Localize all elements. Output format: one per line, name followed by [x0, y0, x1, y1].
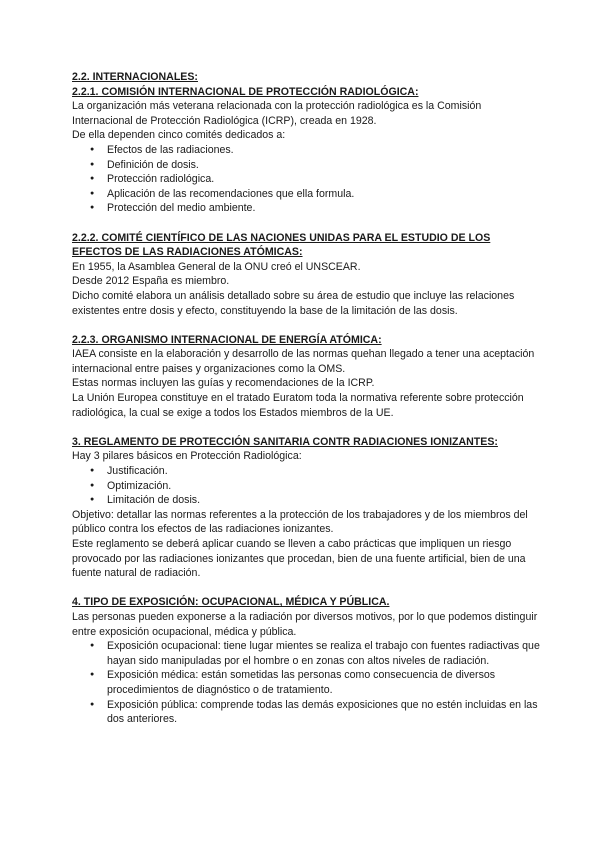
spacer	[72, 581, 542, 596]
paragraph: Dicho comité elabora un análisis detallado sobre su área de estudio que incluye las relaciones existentes entre dosis y efecto, constituyendo la base de la limitación de las dosis.	[72, 289, 515, 317]
list-item: ● Exposición pública: comprende todas las demás exposiciones que no estén incluidas en las dos anteriores.	[107, 698, 542, 727]
paragraph: En 1955, la Asamblea General de la ONU creó el UNSCEAR.	[72, 260, 361, 273]
paragraph: Estas normas incluyen las guías y recomendaciones de la ICRP.	[72, 377, 375, 390]
list-item: ● Definición de dosis.	[107, 158, 542, 173]
section-heading-2-2-1: 2.2.1. COMISIÓN INTERNACIONAL DE PROTECCIÓN RADIOLÓGICA:	[72, 85, 419, 98]
paragraph: De ella dependen cinco comités dedicados a:	[72, 129, 286, 142]
list-item: ● Protección radiológica.	[107, 172, 542, 187]
section-heading-4: 4. TIPO DE EXPOSICIÓN: OCUPACIONAL, MÉDICA Y PÚBLICA.	[72, 596, 390, 609]
section-heading-2-2: 2.2. INTERNACIONALES:	[72, 71, 198, 83]
pillars-list	[72, 464, 542, 508]
committee-list	[72, 143, 542, 216]
exposure-list	[72, 639, 542, 727]
section-heading-2-2-3: 2.2.3. ORGANISMO INTERNACIONAL DE ENERGÍA ATÓMICA:	[72, 333, 382, 346]
document-page	[72, 70, 542, 727]
paragraph: Este reglamento se deberá aplicar cuando se lleven a cabo prácticas que impliquen un riesgo provocado por las radiaciones ionizantes que procedan, bien de una fuente artificial, bien de una fuente natural de radiación.	[72, 538, 526, 580]
paragraph: Hay 3 pilares básicos en Protección Radiológica:	[72, 450, 302, 463]
section-heading-2-2-2: 2.2.2. COMITÉ CIENTÍFICO DE LAS NACIONES UNIDAS PARA EL ESTUDIO DE LOS EFECTOS DE LAS RADIACIONES ATÓMICAS:	[72, 231, 491, 259]
paragraph: La Unión Europea constituye en el tratado Euratom toda la normativa referente sobre protección radiológica, la cual se exige a todos los Estados miembros de la UE.	[72, 392, 524, 419]
list-item: ● Justificación.	[107, 464, 542, 479]
list-item: ● Aplicación de las recomendaciones que ella formula.	[107, 187, 542, 202]
spacer	[72, 318, 542, 333]
paragraph: La organización más veterana relacionada con la protección radiológica es la Comisión Internacional de Protección Radiológica (ICRP), creada en 1928.	[72, 100, 482, 127]
paragraph: IAEA consiste en la elaboración y desarrollo de las normas quehan llegado a tener una aceptación internacional entre paises y organizaciones como la OMS.	[72, 348, 535, 375]
section-heading-3: 3. REGLAMENTO DE PROTECCIÓN SANITARIA CONTR RADIACIONES IONIZANTES:	[72, 435, 498, 448]
paragraph: Desde 2012 España es miembro.	[72, 275, 230, 288]
list-item: ● Protección del medio ambiente.	[107, 201, 542, 216]
spacer	[72, 420, 542, 435]
list-item: ● Limitación de dosis.	[107, 493, 542, 508]
list-item: ● Exposición ocupacional: tiene lugar mientes se realiza el trabajo con fuentes radiactivas que hayan sido manipuladas por el hombre o en zonas con altos niveles de radiación.	[107, 639, 542, 668]
paragraph: Objetivo: detallar las normas referentes a la protección de los trabajadores y de los miembros del público contra los efectos de las radiaciones ionizantes.	[72, 508, 528, 536]
paragraph: Las personas pueden exponerse a la radiación por diversos motivos, por lo que podemos distinguir entre exposición ocupacional, médica y pública.	[72, 610, 538, 638]
list-item: ● Exposición médica: están sometidas las personas como consecuencia de diversos procedimientos de diagnóstico o de tratamiento.	[107, 668, 542, 697]
list-item: ● Efectos de las radiaciones.	[107, 143, 542, 158]
list-item: ● Optimización.	[107, 479, 542, 494]
spacer	[72, 216, 542, 231]
